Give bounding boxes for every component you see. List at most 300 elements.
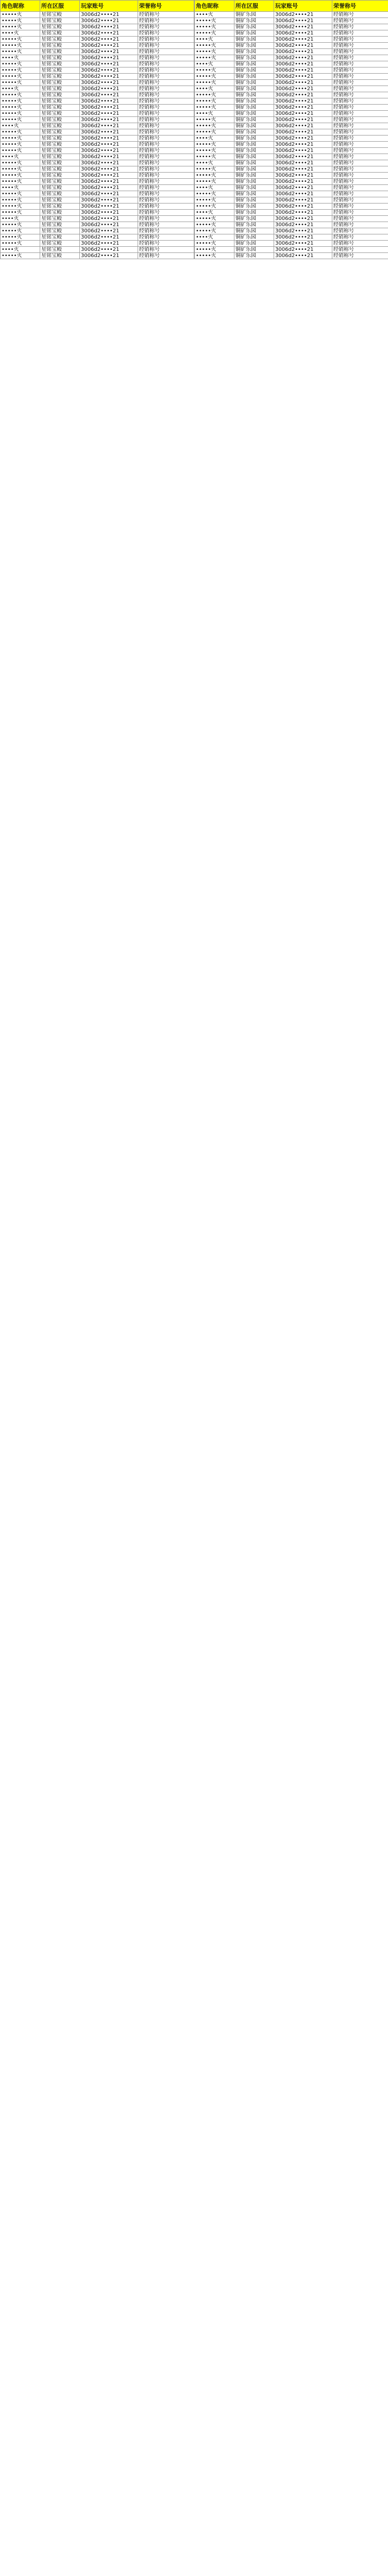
cell-server: 星铭宝殿 <box>40 117 80 123</box>
table-row <box>1 234 194 241</box>
cell-title: 经销称号 <box>138 117 194 123</box>
cell-title: 经销称号 <box>332 86 388 92</box>
cell-server: 星铭宝殿 <box>40 185 80 191</box>
cell-nickname: •••••火 <box>195 80 234 86</box>
cell-server: 星铭宝殿 <box>40 43 80 49</box>
cell-account: 3006d2••••21 <box>274 247 332 253</box>
cell-nickname: •••••火 <box>1 43 40 49</box>
cell-account: 3006d2••••21 <box>274 105 332 111</box>
cell-nickname: •••••火 <box>195 154 234 160</box>
cell-title: 经销称号 <box>138 24 194 30</box>
cell-server: 星铭宝殿 <box>40 142 80 148</box>
cell-nickname: •••••火 <box>1 142 40 148</box>
cell-title: 经销称号 <box>138 228 194 234</box>
cell-nickname: ••••火 <box>195 86 234 92</box>
cell-title: 经销称号 <box>332 135 388 142</box>
cell-server: 铜矿乐园 <box>234 129 274 135</box>
cell-server: 星铭宝殿 <box>40 92 80 98</box>
table-row <box>1 197 194 204</box>
cell-nickname: •••••火 <box>1 74 40 80</box>
cell-server: 铜矿乐园 <box>234 241 274 247</box>
cell-account: 3006d2••••21 <box>80 222 138 228</box>
cell-account: 3006d2••••21 <box>274 216 332 222</box>
cell-server: 星铭宝殿 <box>40 210 80 216</box>
cell-server: 星铭宝殿 <box>40 234 80 241</box>
cell-nickname: ••••火 <box>1 55 40 61</box>
cell-nickname: ••••火 <box>195 61 234 67</box>
cell-nickname: •••••火 <box>195 166 234 173</box>
cell-account: 3006d2••••21 <box>80 154 138 160</box>
cell-account: 3006d2••••21 <box>80 86 138 92</box>
cell-server: 星铭宝殿 <box>40 191 80 197</box>
cell-title: 经销称号 <box>332 123 388 129</box>
cell-nickname: •••••火 <box>195 197 234 204</box>
cell-account: 3006d2••••21 <box>274 37 332 43</box>
cell-server: 铜矿乐园 <box>234 12 274 18</box>
cell-nickname: •••••火 <box>195 43 234 49</box>
table-row <box>1 80 194 86</box>
cell-title: 经销称号 <box>138 197 194 204</box>
table-row <box>1 179 194 185</box>
table-header-row <box>1 1 194 12</box>
cell-nickname: ••••火 <box>195 210 234 216</box>
cell-server: 星铭宝殿 <box>40 111 80 117</box>
cell-server: 星铭宝殿 <box>40 18 80 24</box>
cell-server: 铜矿乐园 <box>234 166 274 173</box>
cell-nickname: •••••火 <box>195 18 234 24</box>
cell-account: 3006d2••••21 <box>274 148 332 154</box>
cell-nickname: •••••火 <box>195 148 234 154</box>
cell-nickname: •••••火 <box>1 253 40 259</box>
cell-nickname: •••••火 <box>195 253 234 259</box>
cell-account: 3006d2••••21 <box>80 185 138 191</box>
cell-server: 铜矿乐园 <box>234 228 274 234</box>
cell-account: 3006d2••••21 <box>274 204 332 210</box>
table-row <box>1 160 194 166</box>
table-row <box>195 142 388 148</box>
table-row <box>1 253 194 259</box>
cell-title: 经销称号 <box>138 43 194 49</box>
cell-server: 铜矿乐园 <box>234 185 274 191</box>
cell-nickname: ••••火 <box>1 216 40 222</box>
table-row <box>1 148 194 154</box>
cell-account: 3006d2••••21 <box>274 24 332 30</box>
cell-account: 3006d2••••21 <box>274 12 332 18</box>
table-row <box>195 129 388 135</box>
cell-title: 经销称号 <box>138 92 194 98</box>
cell-title: 经销称号 <box>138 173 194 179</box>
table-row <box>1 30 194 37</box>
table-row <box>1 55 194 61</box>
cell-nickname: •••••火 <box>195 222 234 228</box>
cell-nickname: •••••火 <box>195 228 234 234</box>
cell-server: 铜矿乐园 <box>234 123 274 129</box>
cell-account: 3006d2••••21 <box>274 117 332 123</box>
cell-server: 铜矿乐园 <box>234 142 274 148</box>
cell-account: 3006d2••••21 <box>80 191 138 197</box>
table-row <box>1 185 194 191</box>
table-row <box>195 135 388 142</box>
cell-server: 星铭宝殿 <box>40 241 80 247</box>
cell-server: 星铭宝殿 <box>40 129 80 135</box>
cell-server: 铜矿乐园 <box>234 80 274 86</box>
table-row <box>1 98 194 105</box>
cell-nickname: ••••火 <box>1 247 40 253</box>
cell-server: 铜矿乐园 <box>234 37 274 43</box>
left-table-body <box>1 12 194 259</box>
cell-nickname: •••••火 <box>195 241 234 247</box>
cell-title: 经销称号 <box>138 61 194 67</box>
cell-nickname: •••••火 <box>1 129 40 135</box>
cell-server: 星铭宝殿 <box>40 86 80 92</box>
column-header-nickname: 角色昵称 <box>1 1 40 12</box>
cell-nickname: •••••火 <box>1 166 40 173</box>
cell-nickname: •••••火 <box>1 98 40 105</box>
table-row <box>1 216 194 222</box>
cell-nickname: •••••火 <box>195 173 234 179</box>
table-row <box>1 135 194 142</box>
cell-account: 3006d2••••21 <box>274 86 332 92</box>
table-row <box>195 123 388 129</box>
cell-nickname: •••••火 <box>195 142 234 148</box>
cell-title: 经销称号 <box>332 67 388 74</box>
table-row <box>1 173 194 179</box>
cell-title: 经销称号 <box>138 191 194 197</box>
table-row <box>195 55 388 61</box>
cell-account: 3006d2••••21 <box>274 74 332 80</box>
cell-server: 铜矿乐园 <box>234 30 274 37</box>
cell-title: 经销称号 <box>332 228 388 234</box>
cell-server: 铜矿乐园 <box>234 117 274 123</box>
cell-server: 星铭宝殿 <box>40 61 80 67</box>
column-header-title: 荣誉称号 <box>332 1 388 12</box>
cell-server: 铜矿乐园 <box>234 111 274 117</box>
cell-title: 经销称号 <box>332 129 388 135</box>
table-row <box>195 234 388 241</box>
cell-server: 星铭宝殿 <box>40 98 80 105</box>
cell-account: 3006d2••••21 <box>80 49 138 55</box>
table-row <box>195 185 388 191</box>
table-row <box>1 166 194 173</box>
cell-nickname: •••••火 <box>1 18 40 24</box>
cell-nickname: •••••火 <box>195 179 234 185</box>
column-header-account: 玩家账号 <box>80 1 138 12</box>
table-row <box>195 98 388 105</box>
table-row <box>195 12 388 18</box>
cell-nickname: ••••火 <box>1 30 40 37</box>
table-row <box>1 241 194 247</box>
cell-account: 3006d2••••21 <box>274 142 332 148</box>
cell-title: 经销称号 <box>138 80 194 86</box>
cell-server: 铜矿乐园 <box>234 92 274 98</box>
cell-server: 铜矿乐园 <box>234 49 274 55</box>
cell-account: 3006d2••••21 <box>274 241 332 247</box>
cell-account: 3006d2••••21 <box>80 142 138 148</box>
cell-account: 3006d2••••21 <box>80 18 138 24</box>
table-row <box>195 179 388 185</box>
cell-nickname: •••••火 <box>195 123 234 129</box>
cell-title: 经销称号 <box>138 154 194 160</box>
table-row <box>195 241 388 247</box>
cell-server: 星铭宝殿 <box>40 123 80 129</box>
table-row <box>1 117 194 123</box>
cell-nickname: ••••火 <box>195 234 234 241</box>
cell-server: 铜矿乐园 <box>234 43 274 49</box>
table-row <box>195 166 388 173</box>
cell-account: 3006d2••••21 <box>80 55 138 61</box>
cell-title: 经销称号 <box>138 241 194 247</box>
cell-title: 经销称号 <box>332 142 388 148</box>
table-row <box>195 74 388 80</box>
table-row <box>195 160 388 166</box>
cell-account: 3006d2••••21 <box>80 92 138 98</box>
cell-server: 铜矿乐园 <box>234 160 274 166</box>
cell-title: 经销称号 <box>332 253 388 259</box>
cell-nickname: ••••火 <box>1 123 40 129</box>
cell-nickname: ••••火 <box>195 185 234 191</box>
table-row <box>1 61 194 67</box>
cell-title: 经销称号 <box>332 160 388 166</box>
table-row <box>1 67 194 74</box>
cell-title: 经销称号 <box>138 98 194 105</box>
cell-account: 3006d2••••21 <box>274 191 332 197</box>
cell-nickname: •••••火 <box>1 49 40 55</box>
cell-account: 3006d2••••21 <box>274 197 332 204</box>
cell-title: 经销称号 <box>138 111 194 117</box>
cell-server: 星铭宝殿 <box>40 74 80 80</box>
cell-title: 经销称号 <box>138 49 194 55</box>
cell-server: 星铭宝殿 <box>40 216 80 222</box>
cell-nickname: •••••火 <box>195 74 234 80</box>
table-row <box>1 86 194 92</box>
cell-account: 3006d2••••21 <box>274 67 332 74</box>
table-row <box>1 204 194 210</box>
cell-nickname: •••••火 <box>1 117 40 123</box>
cell-nickname: •••••火 <box>1 92 40 98</box>
cell-title: 经销称号 <box>138 86 194 92</box>
cell-nickname: •••••火 <box>195 67 234 74</box>
cell-server: 铜矿乐园 <box>234 154 274 160</box>
cell-title: 经销称号 <box>332 18 388 24</box>
cell-nickname: ••••火 <box>1 86 40 92</box>
table-row <box>195 92 388 98</box>
cell-nickname: •••••火 <box>195 92 234 98</box>
column-header-server: 所在区服 <box>40 1 80 12</box>
cell-account: 3006d2••••21 <box>274 228 332 234</box>
table-row <box>195 197 388 204</box>
cell-server: 星铭宝殿 <box>40 49 80 55</box>
cell-server: 铜矿乐园 <box>234 24 274 30</box>
cell-title: 经销称号 <box>138 204 194 210</box>
cell-nickname: •••••火 <box>1 37 40 43</box>
table-row <box>1 154 194 160</box>
cell-title: 经销称号 <box>332 241 388 247</box>
cell-title: 经销称号 <box>138 166 194 173</box>
table-row <box>195 49 388 55</box>
cell-nickname: •••••火 <box>1 204 40 210</box>
cell-title: 经销称号 <box>138 135 194 142</box>
cell-title: 经销称号 <box>332 222 388 228</box>
cell-title: 经销称号 <box>332 30 388 37</box>
cell-title: 经销称号 <box>332 98 388 105</box>
right-table-body <box>195 12 388 259</box>
cell-account: 3006d2••••21 <box>274 111 332 117</box>
cell-title: 经销称号 <box>138 30 194 37</box>
cell-account: 3006d2••••21 <box>80 129 138 135</box>
cell-server: 铜矿乐园 <box>234 222 274 228</box>
cell-server: 铜矿乐园 <box>234 234 274 241</box>
cell-server: 铜矿乐园 <box>234 74 274 80</box>
cell-account: 3006d2••••21 <box>80 24 138 30</box>
table-row <box>1 49 194 55</box>
cell-account: 3006d2••••21 <box>80 148 138 154</box>
cell-account: 3006d2••••21 <box>80 123 138 129</box>
table-row <box>1 92 194 98</box>
cell-account: 3006d2••••21 <box>80 179 138 185</box>
table-row <box>195 80 388 86</box>
table-row <box>195 111 388 117</box>
cell-server: 铜矿乐园 <box>234 67 274 74</box>
cell-account: 3006d2••••21 <box>80 12 138 18</box>
cell-nickname: •••••火 <box>1 67 40 74</box>
cell-nickname: •••••火 <box>1 173 40 179</box>
table-row <box>195 117 388 123</box>
table-row <box>195 173 388 179</box>
cell-server: 星铭宝殿 <box>40 166 80 173</box>
table-row <box>195 30 388 37</box>
cell-server: 铜矿乐园 <box>234 191 274 197</box>
cell-nickname: •••••火 <box>1 80 40 86</box>
cell-account: 3006d2••••21 <box>274 123 332 129</box>
table-row <box>195 210 388 216</box>
cell-title: 经销称号 <box>138 179 194 185</box>
cell-account: 3006d2••••21 <box>80 43 138 49</box>
cell-nickname: •••••火 <box>1 222 40 228</box>
cell-title: 经销称号 <box>332 117 388 123</box>
cell-server: 铜矿乐园 <box>234 105 274 111</box>
cell-account: 3006d2••••21 <box>274 92 332 98</box>
cell-nickname: •••••火 <box>195 30 234 37</box>
cell-nickname: ••••火 <box>195 135 234 142</box>
cell-server: 铜矿乐园 <box>234 216 274 222</box>
cell-title: 经销称号 <box>332 43 388 49</box>
cell-server: 星铭宝殿 <box>40 179 80 185</box>
cell-account: 3006d2••••21 <box>80 105 138 111</box>
table-row <box>1 43 194 49</box>
cell-title: 经销称号 <box>332 105 388 111</box>
cell-account: 3006d2••••21 <box>80 117 138 123</box>
cell-title: 经销称号 <box>138 160 194 166</box>
cell-title: 经销称号 <box>332 154 388 160</box>
cell-account: 3006d2••••21 <box>80 234 138 241</box>
cell-nickname: •••••火 <box>195 247 234 253</box>
cell-account: 3006d2••••21 <box>274 173 332 179</box>
cell-title: 经销称号 <box>332 216 388 222</box>
cell-nickname: •••••火 <box>1 234 40 241</box>
table-row <box>195 148 388 154</box>
cell-title: 经销称号 <box>332 191 388 197</box>
cell-server: 星铭宝殿 <box>40 197 80 204</box>
cell-nickname: •••••火 <box>195 49 234 55</box>
cell-account: 3006d2••••21 <box>80 166 138 173</box>
table-row <box>195 61 388 67</box>
cell-account: 3006d2••••21 <box>80 135 138 142</box>
cell-title: 经销称号 <box>138 185 194 191</box>
cell-server: 星铭宝殿 <box>40 154 80 160</box>
cell-account: 3006d2••••21 <box>80 111 138 117</box>
cell-server: 铜矿乐园 <box>234 179 274 185</box>
cell-account: 3006d2••••21 <box>80 67 138 74</box>
cell-title: 经销称号 <box>138 37 194 43</box>
left-ranking-table <box>0 0 194 259</box>
table-row <box>1 123 194 129</box>
cell-title: 经销称号 <box>138 148 194 154</box>
cell-account: 3006d2••••21 <box>80 80 138 86</box>
cell-account: 3006d2••••21 <box>80 228 138 234</box>
table-row <box>1 12 194 18</box>
table-row <box>1 18 194 24</box>
cell-title: 经销称号 <box>332 204 388 210</box>
cell-server: 星铭宝殿 <box>40 67 80 74</box>
cell-title: 经销称号 <box>332 12 388 18</box>
cell-account: 3006d2••••21 <box>274 55 332 61</box>
table-row <box>1 74 194 80</box>
cell-account: 3006d2••••21 <box>274 166 332 173</box>
table-row <box>1 129 194 135</box>
cell-account: 3006d2••••21 <box>274 98 332 105</box>
cell-nickname: ••••火 <box>195 111 234 117</box>
cell-nickname: •••••火 <box>195 98 234 105</box>
cell-account: 3006d2••••21 <box>80 204 138 210</box>
cell-account: 3006d2••••21 <box>274 30 332 37</box>
cell-title: 经销称号 <box>138 222 194 228</box>
cell-server: 星铭宝殿 <box>40 105 80 111</box>
cell-nickname: •••••火 <box>195 216 234 222</box>
cell-server: 星铭宝殿 <box>40 24 80 30</box>
cell-account: 3006d2••••21 <box>274 222 332 228</box>
cell-server: 星铭宝殿 <box>40 135 80 142</box>
cell-title: 经销称号 <box>138 216 194 222</box>
cell-title: 经销称号 <box>332 74 388 80</box>
cell-server: 星铭宝殿 <box>40 160 80 166</box>
cell-title: 经销称号 <box>138 129 194 135</box>
cell-account: 3006d2••••21 <box>274 253 332 259</box>
cell-account: 3006d2••••21 <box>274 135 332 142</box>
cell-nickname: •••••火 <box>1 148 40 154</box>
cell-title: 经销称号 <box>138 247 194 253</box>
cell-account: 3006d2••••21 <box>274 234 332 241</box>
cell-title: 经销称号 <box>332 148 388 154</box>
cell-nickname: •••••火 <box>1 241 40 247</box>
table-row <box>195 228 388 234</box>
column-header-title: 荣誉称号 <box>138 1 194 12</box>
table-row <box>1 247 194 253</box>
cell-nickname: •••••火 <box>1 228 40 234</box>
cell-account: 3006d2••••21 <box>274 43 332 49</box>
cell-nickname: ••••火 <box>195 12 234 18</box>
table-row <box>195 222 388 228</box>
cell-title: 经销称号 <box>332 49 388 55</box>
cell-account: 3006d2••••21 <box>80 30 138 37</box>
cell-server: 铜矿乐园 <box>234 148 274 154</box>
cell-account: 3006d2••••21 <box>80 247 138 253</box>
cell-nickname: •••••火 <box>1 179 40 185</box>
cell-nickname: •••••火 <box>195 24 234 30</box>
cell-nickname: •••••火 <box>1 160 40 166</box>
cell-title: 经销称号 <box>332 80 388 86</box>
cell-account: 3006d2••••21 <box>80 74 138 80</box>
cell-nickname: •••••火 <box>1 210 40 216</box>
